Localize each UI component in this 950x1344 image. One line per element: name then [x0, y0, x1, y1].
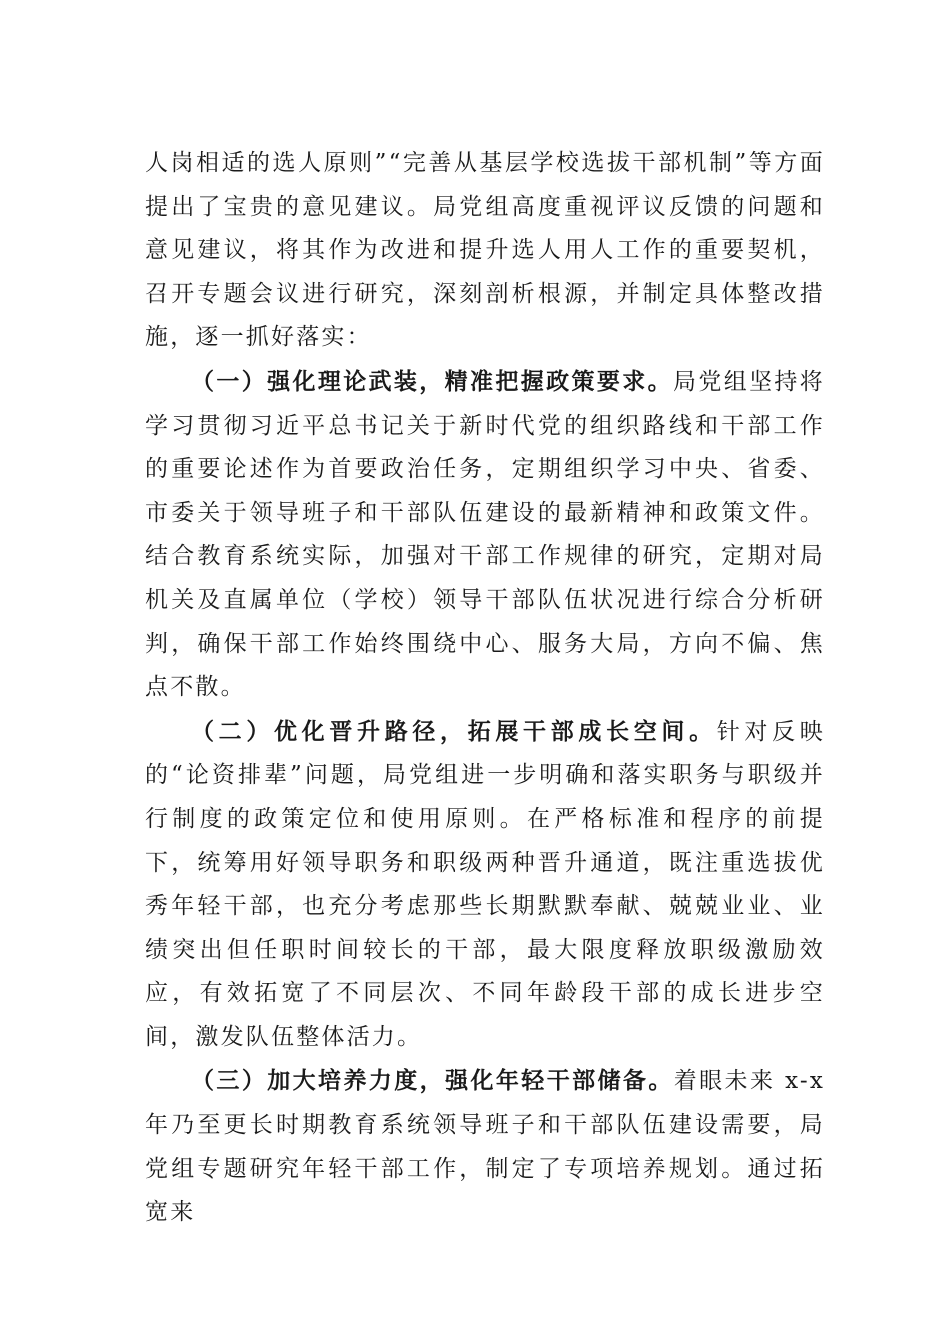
paragraph-section-1 [145, 360, 825, 710]
paragraph-section-3 [145, 1059, 825, 1234]
paragraph-intro-continuation [145, 142, 825, 360]
paragraph-text: 针对反映的“论资排辈”问题，局党组进一步明确和落实职务与职级并行制度的政策定位和使用原则。在严格标准和程序的前提下，统筹用好领导职务和职级两种晋升通道，既注重选拔优秀年轻干部，也充分考虑那些长期默默奉献、兢兢业业、业绩突出但任职时间较长的干部，最大限度释放职级激励效应，有效拓宽了不同层次、不同年龄段干部的成长进步空间，激发队伍整体活力。 [145, 718, 825, 1050]
paragraph-text: 局党组坚持将学习贯彻习近平总书记关于新时代党的组织路线和干部工作的重要论述作为首要政治任务，定期组织学习中央、省委、市委关于领导班子和干部队伍建设的最新精神和政策文件。结合教育系统实际，加强对干部工作规律的研究，定期对局机关及直属单位（学校）领导干部队伍状况进行综合分析研判，确保干部工作始终围绕中心、服务大局，方向不偏、焦点不散。 [145, 368, 825, 701]
paragraph-section-2 [145, 710, 825, 1060]
section-heading: （二）优化晋升路径，拓展干部成长空间。 [191, 717, 717, 745]
section-heading: （一）强化理论武装，精准把握政策要求。 [191, 367, 673, 395]
section-heading: （三）加大培养力度，强化年轻干部储备。 [191, 1067, 674, 1095]
paragraph-text: 人岗相适的选人原则”“完善从基层学校选拔干部机制”等方面提出了宝贵的意见建议。局党组高度重视评议反馈的问题和意见建议，将其作为改进和提升选人用人工作的重要契机，召开专题会议进行研究，深刻剖析根源，并制定具体整改措施，逐一抓好落实： [145, 150, 825, 351]
paragraph-text: 着眼未来 x-x 年乃至更长时期教育系统领导班子和干部队伍建设需要，局党组专题研究年轻干部工作，制定了专项培养规划。通过拓宽来 [145, 1068, 825, 1226]
document-body [145, 142, 825, 1235]
